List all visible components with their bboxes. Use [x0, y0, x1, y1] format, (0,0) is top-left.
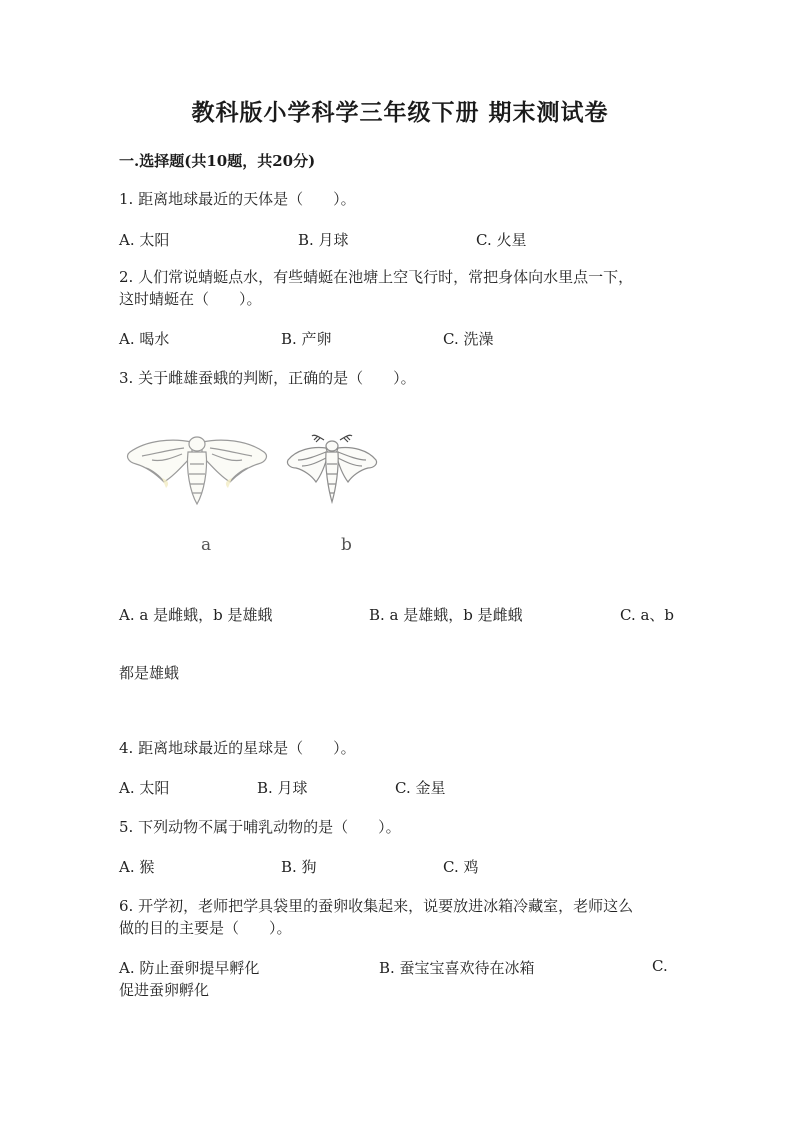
q3-option-a: A. a 是雌蛾，b 是雄蛾 [119, 606, 273, 624]
q5-option-c: C. 鸡 [443, 858, 479, 876]
q3-option-c-continued: 都是雄蛾 [119, 664, 180, 682]
question-3: 3. 关于雌雄蚕蛾的判断，正确的是（ ）。 [119, 369, 416, 387]
question-1: 1. 距离地球最近的天体是（ ）。 [119, 190, 356, 208]
q1-option-b: B. 月球 [298, 231, 349, 249]
question-4: 4. 距离地球最近的星球是（ ）。 [119, 739, 356, 757]
q2-option-b: B. 产卵 [281, 330, 332, 348]
q2-option-c: C. 洗澡 [443, 330, 494, 348]
q6-option-a: A. 防止蚕卵提早孵化 [119, 959, 260, 977]
q5-option-a: A. 猴 [119, 858, 155, 876]
q5-option-b: B. 狗 [281, 858, 317, 876]
q6-option-c-continued: 促进蚕卵孵化 [119, 981, 210, 999]
question-5: 5. 下列动物不属于哺乳动物的是（ ）。 [119, 818, 401, 836]
q6-option-b: B. 蚕宝宝喜欢待在冰箱 [379, 959, 535, 977]
q4-option-b: B. 月球 [257, 779, 308, 797]
page-title: 教科版小学科学三年级下册 期末测试卷 [191, 99, 609, 126]
moth-a-figure [122, 430, 272, 515]
q4-option-a: A. 太阳 [119, 779, 170, 797]
section-heading: 一.选择题(共10题，共20分) [119, 152, 316, 170]
q1-option-a: A. 太阳 [119, 231, 170, 249]
q4-option-c: C. 金星 [395, 779, 446, 797]
question-6-line-1: 6. 开学初，老师把学具袋里的蚕卵收集起来，说要放进冰箱冷藏室，老师这么 [119, 897, 634, 915]
question-6-line-2: 做的目的主要是（ ）。 [119, 919, 292, 937]
q1-option-c: C. 火星 [476, 231, 527, 249]
q3-option-c: C. a、b [620, 606, 675, 624]
question-2-line-2: 这时蜻蜓在（ ）。 [119, 290, 262, 308]
moth-b-figure [282, 432, 382, 510]
q3-option-b: B. a 是雄蛾，b 是雌蛾 [369, 606, 523, 624]
q2-option-a: A. 喝水 [119, 330, 170, 348]
figure-label-a: a [201, 535, 212, 555]
figure-label-b: b [341, 535, 352, 555]
q6-option-c: C. [652, 957, 668, 975]
question-2-line-1: 2. 人们常说蜻蜓点水，有些蜻蜓在池塘上空飞行时，常把身体向水里点一下， [119, 268, 634, 286]
